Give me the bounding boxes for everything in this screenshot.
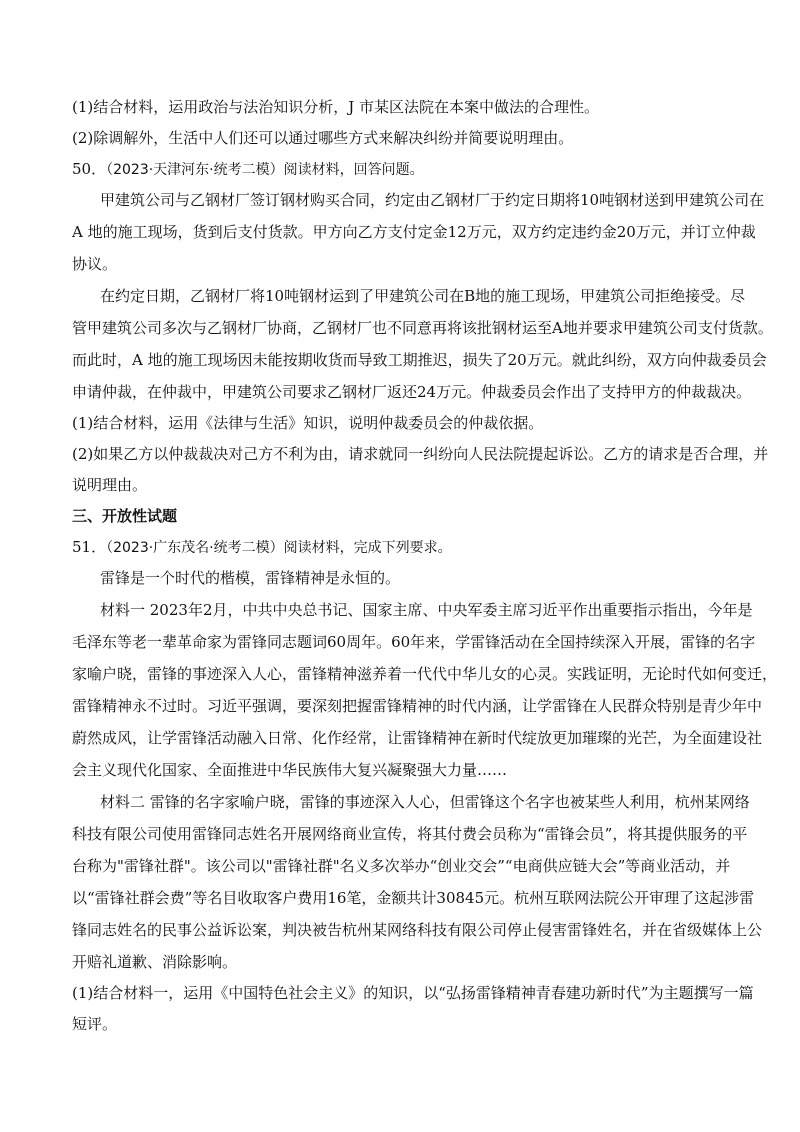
question-50-part-2-cont: 说明理由。 <box>72 476 148 494</box>
question-50-header <box>72 159 732 180</box>
material-two-line: 开赔礼道歉、消除影响。 <box>72 953 238 971</box>
material-one-line: 家喻户晓，雷锋的事迹深入人心，雷锋精神滋养着一代代中华儿女的心灵。实践证明，无论时代如何变迁， <box>72 665 778 683</box>
question-source: （2023·广东茂名·统考二模）阅读材料，完成下列要求。 <box>106 540 452 556</box>
question-49-part-1: (1)结合材料，运用政治与法治知识分析，J 市某区法院在本案中做法的合理性。 <box>72 98 600 116</box>
material-one-line: 会主义现代化国家、全面推进中华民族伟大复兴凝聚强大力量…… <box>72 761 508 779</box>
material-two-line: 科技有限公司使用雷锋同志姓名开展网络商业宣传，将其付费会员称为“雷锋会员”，将其提供服务的平 <box>72 825 748 843</box>
material-two-line: 以“雷锋社群会费”等名目收取客户费用16笔，金额共计30845元。杭州互联网法院公开审理了这起涉雷 <box>72 889 755 907</box>
question-51-part-1: (1)结合材料一，运用《中国特色社会主义》的知识，以“弘扬雷锋精神青春建功新时代”为主题撰写一篇 <box>72 984 754 1002</box>
material-paragraph-line: 而此时，A 地的施工现场因未能按期收货而导致工期推迟，损失了20万元。就此纠纷，双方向仲裁委员会 <box>72 351 767 369</box>
section-heading: 三、开放性试题 <box>72 507 178 525</box>
material-paragraph-line: 管甲建筑公司多次与乙钢材厂协商，乙钢材厂也不同意再将该批钢材运至A地并要求甲建筑公司支付货款。 <box>72 319 773 337</box>
question-number: 50． <box>72 160 107 178</box>
material-intro: 雷锋是一个时代的楷模，雷锋精神是永恒的。 <box>100 569 401 587</box>
material-one-line: 毛泽东等老一辈革命家为雷锋同志题词60周年。60年来，学雷锋活动在全国持续深入开展，雷锋的名字 <box>72 633 756 651</box>
material-two-line: 台称为"雷锋社群"。该公司以"雷锋社群"名义多次举办“创业交会”“电商供应链大会”等商业活动，并 <box>72 857 731 875</box>
material-two: 材料二 雷锋的名字家喻户晓，雷锋的事迹深入人心，但雷锋这个名字也被某些人利用，杭州某网络 <box>100 793 750 811</box>
question-51-part-1-cont: 短评。 <box>72 1015 118 1033</box>
question-source: （2023·天津河东·统考二模）阅读材料，回答问题。 <box>106 162 424 178</box>
question-number: 51． <box>72 538 107 556</box>
question-49-part-2: (2)除调解外，生活中人们还可以通过哪些方式来解决纠纷并简要说明理由。 <box>72 129 574 147</box>
question-51-header <box>72 537 732 558</box>
material-one-line: 雷锋精神永不过时。习近平强调，要深刻把握雷锋精神的时代内涵，让学雷锋在人民群众特别是青少年中 <box>72 697 763 715</box>
material-one-line: 蔚然成风，让学雷锋活动融入日常、化作经常，让雷锋精神在新时代绽放更加璀璨的光芒，为全面建设社 <box>72 729 763 747</box>
question-50-part-2: (2)如果乙方以仲裁裁决对己方不利为由，请求就同一纠纷向人民法院提起诉讼。乙方的请求是否合理，并 <box>72 445 769 463</box>
material-two-line: 锋同志姓名的民事公益诉讼案，判决被告杭州某网络科技有限公司停止侵害雷锋姓名，并在省级媒体上公 <box>72 921 763 939</box>
material-paragraph-line: A 地的施工现场，货到后支付货款。甲方向乙方支付定金12万元，双方约定违约金20万元，并订立仲裁 <box>72 223 756 241</box>
question-50-part-1: (1)结合材料，运用《法律与生活》知识，说明仲裁委员会的仲裁依据。 <box>72 414 544 432</box>
material-paragraph: 甲建筑公司与乙钢材厂签订钢材购买合同，约定由乙钢材厂于约定日期将10吨钢材送到甲建筑公司在 <box>100 191 765 209</box>
material-paragraph-line: 协议。 <box>72 255 118 273</box>
material-paragraph: 在约定日期，乙钢材厂将10吨钢材运到了甲建筑公司在B地的施工现场，甲建筑公司拒绝接受。尽 <box>100 287 746 305</box>
material-one: 材料一 2023年2月，中共中央总书记、国家主席、中央军委主席习近平作出重要指示指出，今年是 <box>100 601 753 619</box>
material-paragraph-line: 申请仲裁，在仲裁中，甲建筑公司要求乙钢材厂返还24万元。仲裁委员会作出了支持甲方的仲裁裁决。 <box>72 383 752 401</box>
